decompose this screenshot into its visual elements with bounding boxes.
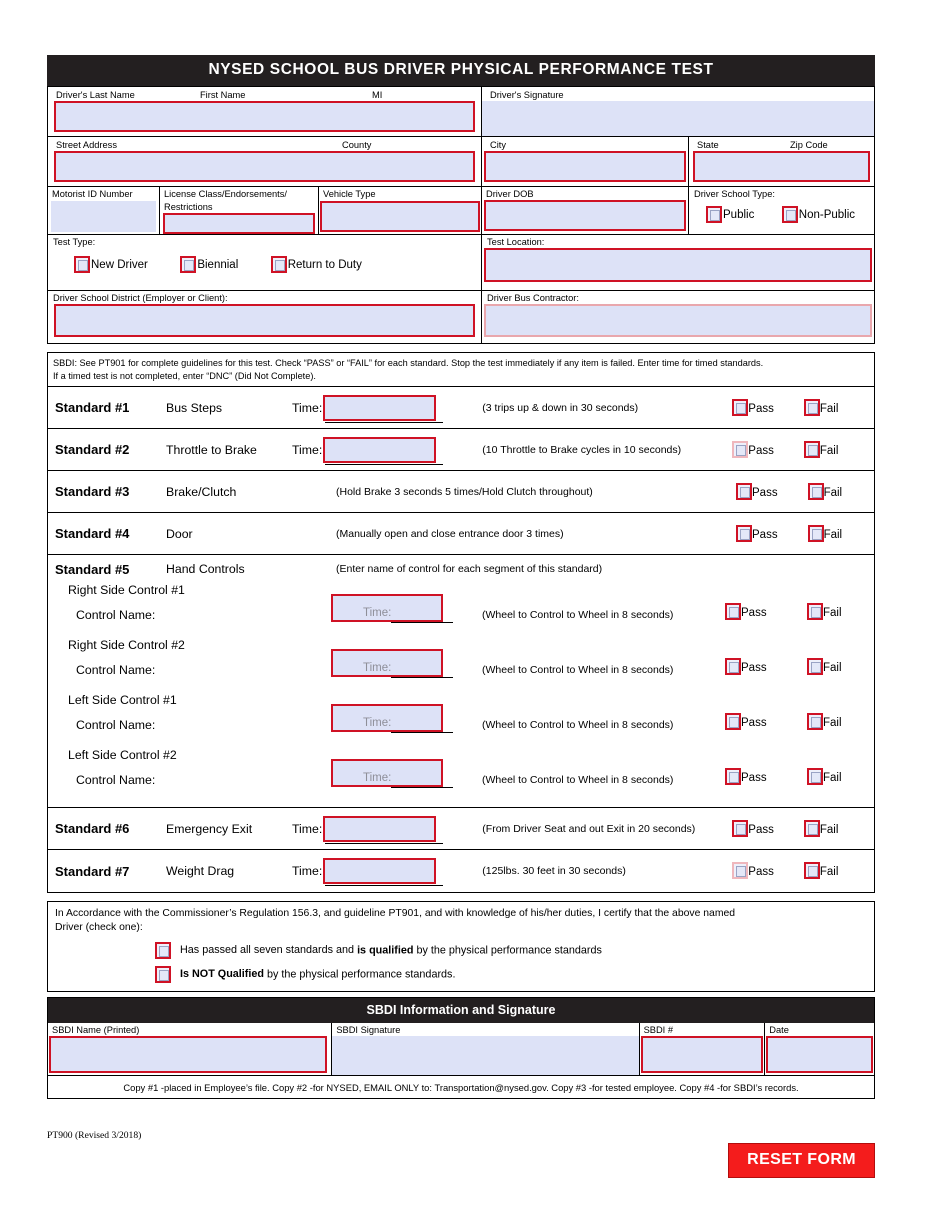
driver-signature-input[interactable]	[482, 101, 874, 136]
segment-4-time-underline	[391, 787, 453, 788]
segment-3-time-underline	[391, 732, 453, 733]
standard-5-desc: Hand Controls	[166, 562, 245, 576]
standard-4-desc: Door	[166, 526, 193, 541]
standard-1-pass-checkbox[interactable]	[732, 399, 748, 416]
segment-2-note: (Wheel to Control to Wheel in 8 seconds)	[482, 664, 674, 676]
segment-1-time-placeholder: Time:	[363, 607, 392, 619]
standard-7-name: Standard #7	[55, 863, 130, 879]
segment-4-control-name-label: Control Name:	[76, 773, 156, 787]
state-zip-input[interactable]	[693, 151, 870, 182]
school-type-cell	[689, 187, 874, 234]
standard-row-1	[48, 387, 874, 429]
standard-row-3	[48, 471, 874, 513]
test-type-label: Test Type:	[53, 237, 96, 247]
test-location-label: Test Location:	[487, 237, 545, 247]
standard-1-pass-label: Pass	[748, 402, 774, 415]
segment-1-control-name-label: Control Name:	[76, 608, 156, 622]
standard-2-pass-checkbox[interactable]	[732, 441, 748, 458]
standard-7-note: (125lbs. 30 feet in 30 seconds)	[482, 865, 626, 877]
test-type-return-to-duty-label: Return to Duty	[287, 258, 362, 271]
segment-2-fail-label: Fail	[823, 662, 842, 674]
standard-5-name: Standard #5	[55, 561, 130, 577]
standard-7-fail-checkbox[interactable]	[804, 862, 820, 879]
vehicle-type-input[interactable]	[320, 201, 480, 232]
standard-3-pass-checkbox[interactable]	[736, 483, 752, 500]
segment-4-pass-label: Pass	[741, 772, 767, 784]
district-label: Driver School District (Employer or Client):	[53, 293, 228, 303]
segment-1-time-input[interactable]	[331, 594, 443, 622]
certification-not-qualified-checkbox[interactable]	[155, 966, 171, 983]
segment-2-time-placeholder: Time:	[363, 662, 392, 674]
identity-row-address	[48, 137, 874, 187]
last-name-label: Driver's Last Name	[56, 90, 135, 100]
standard-6-desc: Emergency Exit	[166, 821, 253, 836]
school-type-label: Driver School Type:	[694, 189, 775, 199]
county-label: County	[342, 140, 372, 150]
identity-row-name	[48, 87, 874, 137]
identity-row-test-type	[48, 235, 874, 291]
standard-6-note: (From Driver Seat and out Exit in 20 seconds)	[482, 822, 696, 835]
standard-2-time-input[interactable]	[323, 437, 436, 463]
sbdi-number-cell	[640, 1023, 766, 1075]
reset-form-button[interactable]: RESET FORM	[728, 1143, 875, 1178]
sbdi-instructions-line2: If a timed test is not completed, enter “DNC” (Did Not Complete).	[53, 370, 316, 381]
standard-2-note: (10 Throttle to Brake cycles in 10 seconds)	[482, 443, 682, 456]
segment-1-pass-checkbox[interactable]	[725, 603, 741, 620]
standard-5-note: (Enter name of control for each segment of this standard)	[336, 563, 603, 575]
contractor-input[interactable]	[484, 304, 872, 337]
certification-qualified-checkbox[interactable]	[155, 942, 171, 959]
motorist-id-cell	[48, 187, 160, 234]
standard-5-segment-3	[48, 693, 874, 748]
standard-2-pass-label: Pass	[748, 444, 774, 457]
test-type-biennial-label: Biennial	[197, 258, 239, 271]
city-input[interactable]	[484, 151, 686, 182]
district-input[interactable]	[54, 304, 475, 337]
segment-3-title: Left Side Control #1	[68, 693, 177, 707]
segment-2-control-name-label: Control Name:	[76, 663, 156, 677]
standard-6-pass-checkbox[interactable]	[732, 820, 748, 837]
standard-4-name: Standard #4	[55, 526, 130, 541]
sbdi-signature-input[interactable]	[332, 1036, 638, 1075]
segment-2-title: Right Side Control #2	[68, 638, 185, 652]
segment-1-pass-label: Pass	[741, 607, 767, 619]
test-type-new-driver-label: New Driver	[91, 258, 148, 271]
segment-4-time-input[interactable]	[331, 759, 443, 787]
standard-1-note: (3 trips up & down in 30 seconds)	[482, 401, 639, 414]
standard-2-fail-label: Fail	[819, 444, 839, 457]
test-type-cell	[48, 235, 482, 290]
certification-option1-text-a: Has passed all seven standards and	[180, 944, 358, 957]
street-address-label: Street Address	[56, 140, 117, 150]
standard-7-time-input[interactable]	[323, 858, 436, 884]
standard-7-time-label: Time:	[292, 864, 323, 878]
segment-3-control-name-label: Control Name:	[76, 718, 156, 732]
standard-6-pass-label: Pass	[748, 823, 774, 836]
certification-section	[47, 901, 875, 992]
segment-3-fail-label: Fail	[823, 717, 842, 729]
certification-option2-text-b: by the physical performance standards.	[264, 968, 456, 981]
city-cell	[482, 137, 689, 186]
standard-1-name: Standard #1	[55, 400, 130, 415]
license-class-cell	[160, 187, 319, 234]
driver-dob-input[interactable]	[484, 200, 686, 231]
identity-row-district	[48, 291, 874, 343]
segment-2-fail-checkbox[interactable]	[807, 658, 823, 675]
segment-3-note: (Wheel to Control to Wheel in 8 seconds)	[482, 719, 674, 731]
driver-signature-label: Driver's Signature	[490, 90, 564, 100]
sbdi-name-label: SBDI Name (Printed)	[52, 1025, 140, 1035]
mi-label: MI	[372, 90, 383, 100]
test-type-new-driver-checkbox[interactable]	[74, 256, 90, 273]
standard-5-segment-2	[48, 638, 874, 693]
segment-4-pass-checkbox[interactable]	[725, 768, 741, 785]
segment-4-fail-label: Fail	[823, 772, 842, 784]
certification-option1-bold: is qualified	[357, 944, 414, 957]
segment-2-time-input[interactable]	[331, 649, 443, 677]
standard-3-note: (Hold Brake 3 seconds 5 times/Hold Clutch throughout)	[336, 485, 593, 498]
segment-3-time-placeholder: Time:	[363, 717, 392, 729]
standard-1-fail-label: Fail	[819, 402, 839, 415]
sbdi-instructions	[48, 353, 874, 387]
segment-4-note: (Wheel to Control to Wheel in 8 seconds)	[482, 774, 674, 786]
state-label: State	[697, 140, 719, 150]
vehicle-type-cell	[319, 187, 482, 234]
standard-row-7	[48, 850, 874, 892]
standard-7-fail-label: Fail	[819, 866, 839, 878]
school-type-nonpublic-label: Non-Public	[798, 208, 856, 221]
sbdi-number-input[interactable]	[641, 1036, 764, 1073]
segment-4-title: Left Side Control #2	[68, 748, 177, 762]
standard-3-name: Standard #3	[55, 484, 130, 499]
identity-row-license	[48, 187, 874, 235]
sbdi-number-label: SBDI #	[643, 1025, 674, 1035]
standard-5-segment-1	[48, 583, 874, 638]
segment-3-pass-label: Pass	[741, 717, 767, 729]
test-type-biennial-checkbox[interactable]	[180, 256, 196, 273]
school-type-public-checkbox[interactable]	[706, 206, 722, 223]
standard-2-fail-checkbox[interactable]	[804, 441, 820, 458]
certification-option-qualified	[55, 942, 867, 959]
driver-name-input[interactable]	[54, 101, 475, 132]
segment-1-note: (Wheel to Control to Wheel in 8 seconds)	[482, 609, 674, 621]
standard-row-2	[48, 429, 874, 471]
standard-1-time-input[interactable]	[323, 395, 436, 421]
segment-1-time-underline	[391, 622, 453, 623]
first-name-label: First Name	[200, 90, 246, 100]
standard-6-time-underline	[325, 843, 443, 844]
identity-section	[47, 86, 875, 344]
standard-6-fail-label: Fail	[819, 823, 839, 836]
standard-6-name: Standard #6	[55, 821, 130, 836]
standard-1-desc: Bus Steps	[166, 400, 223, 415]
standard-6-time-input[interactable]	[323, 816, 436, 842]
standard-row-5	[48, 555, 874, 808]
vehicle-type-label: Vehicle Type	[323, 189, 376, 199]
state-zip-cell	[689, 137, 874, 186]
standard-1-time-underline	[325, 422, 443, 423]
copies-footnote: Copy #1 -placed in Employee’s file. Copy #2 -for NYSED, EMAIL ONLY to: Transportation@nysed.gov. Copy #3 -for tested employee. Copy #4 -for SBDI’s records.	[123, 1082, 799, 1093]
standard-2-name: Standard #2	[55, 442, 130, 457]
standards-section	[47, 352, 875, 893]
standard-3-fail-checkbox[interactable]	[808, 483, 824, 500]
segment-4-fail-checkbox[interactable]	[807, 768, 823, 785]
segment-3-fail-checkbox[interactable]	[807, 713, 823, 730]
segment-1-fail-checkbox[interactable]	[807, 603, 823, 620]
certification-line1: In Accordance with the Commissioner’s Regulation 156.3, and guideline PT901, and with knowledge of his/her duties, I certify that the above named	[55, 908, 736, 919]
standard-7-pass-checkbox[interactable]	[732, 862, 748, 879]
standard-4-pass-label: Pass	[752, 528, 778, 541]
sbdi-section	[47, 997, 875, 1099]
sbdi-fields-row	[48, 1023, 874, 1076]
driver-dob-label: Driver DOB	[486, 189, 534, 199]
sbdi-instructions-line1: SBDI: See PT901 for complete guidelines for this test. Check “PASS” or “FAIL” for each standard. Stop the test immediately if any item is failed. Enter time for timed standards.	[53, 358, 764, 368]
signature-cell	[482, 87, 874, 136]
sbdi-signature-label: SBDI Signature	[336, 1025, 401, 1035]
street-county-input[interactable]	[54, 151, 475, 182]
sbdi-signature-cell	[332, 1023, 639, 1075]
standard-2-time-underline	[325, 464, 443, 465]
school-type-public-label: Public	[723, 208, 755, 221]
pt900-form	[47, 55, 875, 1099]
standard-6-fail-checkbox[interactable]	[804, 820, 820, 837]
standard-5-segment-4	[48, 748, 874, 803]
standard-row-4	[48, 513, 874, 555]
standard-3-fail-label: Fail	[823, 486, 843, 499]
name-cell	[48, 87, 482, 136]
motorist-id-label: Motorist ID Number	[52, 189, 133, 199]
sbdi-section-bar: SBDI Information and Signature	[48, 998, 874, 1023]
segment-1-title: Right Side Control #1	[68, 583, 185, 597]
school-type-nonpublic-checkbox[interactable]	[782, 206, 798, 223]
zip-label: Zip Code	[790, 140, 828, 150]
standard-3-desc: Brake/Clutch	[166, 484, 237, 499]
license-class-label-line1: License Class/Endorsements/	[164, 189, 287, 199]
standard-4-fail-checkbox[interactable]	[808, 525, 824, 542]
test-type-return-to-duty-checkbox[interactable]	[271, 256, 287, 273]
segment-2-time-underline	[391, 677, 453, 678]
standard-3-pass-label: Pass	[752, 486, 778, 499]
standard-1-time-label: Time:	[292, 400, 323, 415]
test-location-input[interactable]	[484, 248, 872, 282]
standard-1-fail-checkbox[interactable]	[804, 399, 820, 416]
standard-4-pass-checkbox[interactable]	[736, 525, 752, 542]
certification-option1-text-b: by the physical performance standards	[413, 944, 602, 957]
segment-2-pass-label: Pass	[741, 662, 767, 674]
license-class-input[interactable]	[163, 213, 315, 234]
certification-option-not-qualified	[55, 966, 867, 983]
sbdi-date-label: Date	[769, 1025, 789, 1035]
standard-2-desc: Throttle to Brake	[166, 442, 257, 457]
segment-1-fail-label: Fail	[823, 607, 842, 619]
certification-line2: Driver (check one):	[55, 922, 143, 933]
standard-7-desc: Weight Drag	[166, 864, 235, 878]
standard-7-pass-label: Pass	[748, 866, 774, 878]
segment-4-time-placeholder: Time:	[363, 772, 392, 784]
sbdi-name-input[interactable]	[49, 1036, 327, 1073]
district-cell	[48, 291, 482, 343]
license-class-label-line2: Restrictions	[164, 202, 213, 212]
sbdi-date-cell	[765, 1023, 874, 1075]
city-label: City	[490, 140, 507, 150]
street-cell	[48, 137, 482, 186]
contractor-cell	[482, 291, 874, 343]
contractor-label: Driver Bus Contractor:	[487, 293, 579, 303]
standard-6-time-label: Time:	[292, 821, 323, 836]
sbdi-date-input[interactable]	[766, 1036, 873, 1073]
standard-row-6	[48, 808, 874, 850]
standard-5-header	[48, 555, 874, 583]
standard-4-note: (Manually open and close entrance door 3 times)	[336, 527, 564, 540]
segment-3-pass-checkbox[interactable]	[725, 713, 741, 730]
segment-3-time-input[interactable]	[331, 704, 443, 732]
test-location-cell	[482, 235, 874, 290]
standard-7-time-underline	[325, 885, 443, 886]
dob-cell	[482, 187, 689, 234]
motorist-id-input[interactable]	[51, 201, 156, 232]
form-title-bar: NYSED SCHOOL BUS DRIVER PHYSICAL PERFORMANCE TEST	[47, 55, 875, 86]
document-id: PT900 (Revised 3/2018)	[47, 1130, 142, 1141]
standard-2-time-label: Time:	[292, 442, 323, 457]
certification-option2-bold: Is NOT Qualified	[180, 968, 264, 981]
segment-2-pass-checkbox[interactable]	[725, 658, 741, 675]
standard-4-fail-label: Fail	[823, 528, 843, 541]
sbdi-name-cell	[48, 1023, 332, 1075]
